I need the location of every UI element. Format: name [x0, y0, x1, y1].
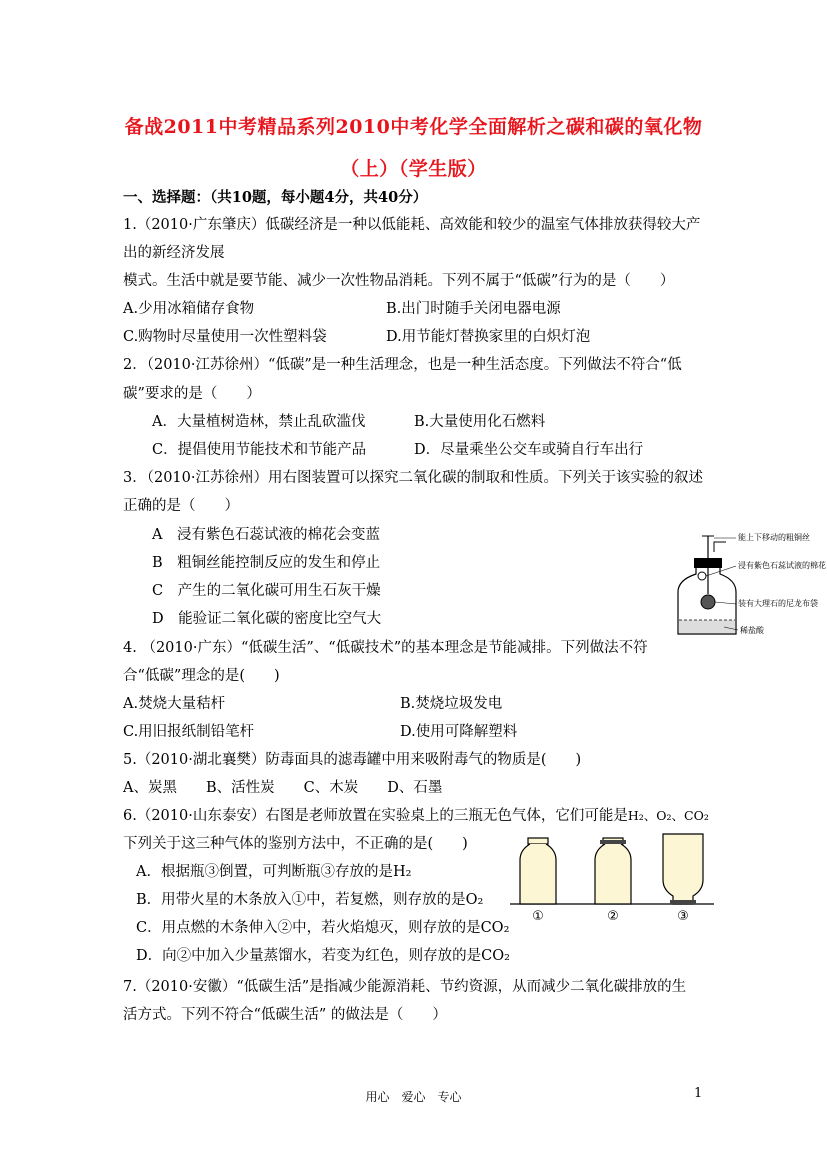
question-2-option-a: A．大量植树造林，禁止乱砍滥伐 — [152, 414, 366, 430]
gas-bottles-figure — [508, 832, 718, 928]
question-2-stem-cont: 碳”要求的是（ ） — [123, 386, 261, 402]
question-7-stem-cont: 活方式。下列不符合“低碳生活” 的做法是（ ） — [123, 1007, 447, 1023]
question-5-stem: 5.（2010·湖北襄樊）防毒面具的滤毒罐中用来吸附毒气的物质是( ) — [123, 752, 582, 768]
question-6-option-d: D．向②中加入少量蒸馏水，若变为红色，则存放的是CO₂ — [136, 948, 510, 964]
bottle-2-label: ② — [607, 909, 619, 924]
question-6-option-b: B．用带火星的木条放入①中，若复燃，则存放的是O₂ — [136, 892, 484, 908]
question-3-option-d: D 能验证二氧化碳的密度比空气大 — [152, 611, 382, 627]
question-1-stem: 1.（2010·广东肇庆）低碳经济是一种以低能耗、高效能和较少的温室气体排放获得较大产 — [123, 217, 701, 233]
bottle-3 — [663, 834, 703, 904]
label-cotton: 浸有紫色石蕊试液的棉花 — [738, 561, 826, 570]
question-3-option-c: C 产生的二氧化碳可用生石灰干燥 — [152, 583, 381, 599]
question-1-option-d: D.用节能灯替换家里的白炽灯泡 — [386, 329, 591, 345]
question-4-option-b: B.焚烧垃圾发电 — [400, 696, 503, 712]
question-6-stem-cont: 下列关于这三种气体的鉴别方法中，不正确的是( ) — [123, 836, 468, 852]
label-copper-wire: 能上下移动的粗铜丝 — [738, 533, 810, 542]
question-4-option-c: C.用旧报纸制铅笔杆 — [123, 724, 255, 740]
question-6-stem-text: 6.（2010·山东泰安）右图是老师放置在实验桌上的三瓶无色气体，它们可能是 — [123, 808, 628, 824]
question-1-option-c: C.购物时尽量使用一次性塑料袋 — [123, 329, 327, 345]
question-2-option-c: C．提倡使用节能技术和节能产品 — [152, 442, 367, 458]
label-nylon-bag: 装有大理石的尼龙布袋 — [738, 599, 818, 608]
question-2-option-b: B.大量使用化石燃料 — [414, 414, 546, 430]
question-3-stem: 3．（2010·江苏徐州）用右图装置可以探究二氧化碳的制取和性质。下列关于该实验的叙述 — [123, 470, 703, 486]
apparatus-figure — [664, 530, 826, 642]
question-6-option-c: C．用点燃的木条伸入②中，若火焰熄灭，则存放的是CO₂ — [136, 920, 510, 936]
bottle-2 — [595, 838, 631, 904]
page-footer: 用心 爱心 专心 — [365, 1090, 462, 1104]
question-4-option-d: D.使用可降解塑料 — [400, 724, 518, 740]
bottle-3-label: ③ — [677, 909, 689, 924]
label-acid: 稀盐酸 — [740, 626, 764, 635]
question-1-option-b: B.出门时随手关闭电器电源 — [386, 301, 561, 317]
bottle-1 — [520, 838, 556, 904]
question-3-stem-cont: 正确的是（ ） — [123, 498, 239, 514]
section-heading: 一、选择题：（共10题，每小题4分，共40分） — [123, 189, 428, 206]
page-number: 1 — [694, 1086, 703, 1101]
question-4-option-a: A.焚烧大量秸杆 — [123, 696, 226, 712]
question-2-option-d: D．尽量乘坐公交车或骑自行车出行 — [414, 442, 644, 458]
question-6-option-a: A．根据瓶③倒置，可判断瓶③存放的是H₂ — [136, 864, 412, 880]
question-7-stem: 7.（2010·安徽）“低碳生活”是指减少能源消耗、节约资源，从而减少二氧化碳排放的生 — [123, 979, 687, 995]
question-1-stem-cont2: 模式。生活中就是要节能、减少一次性物品消耗。下列不属于“低碳”行为的是（ ） — [123, 273, 675, 289]
question-3-option-a: A 浸有紫色石蕊试液的棉花会变蓝 — [152, 527, 380, 543]
question-3-option-b: B 粗铜丝能控制反应的发生和停止 — [152, 555, 381, 571]
document-title: 备战2011中考精品系列2010中考化学全面解析之碳和碳的氧化物 — [124, 116, 703, 138]
question-5-options: A、炭黑 B、活性炭 C、木炭 D、石墨 — [123, 780, 443, 796]
question-6-stem — [123, 806, 709, 826]
question-4-stem-cont: 合“低碳”理念的是( ) — [123, 668, 280, 684]
question-4-stem: 4. （2010·广东）“低碳生活”、“低碳技术”的基本理念是节能减排。下列做法不符 — [123, 640, 648, 656]
document-subtitle: （上）（学生版） — [340, 158, 487, 180]
bottle-1-label: ① — [532, 909, 544, 924]
question-2-stem: 2．（2010·江苏徐州）“低碳”是一种生活理念，也是一种生活态度。下列做法不符合“低 — [123, 357, 682, 373]
question-1-stem-cont: 出的新经济发展 — [123, 245, 225, 261]
question-1-option-a: A.少用冰箱储存食物 — [123, 301, 255, 317]
question-6-gases: H₂、O₂、CO₂ — [627, 808, 709, 823]
